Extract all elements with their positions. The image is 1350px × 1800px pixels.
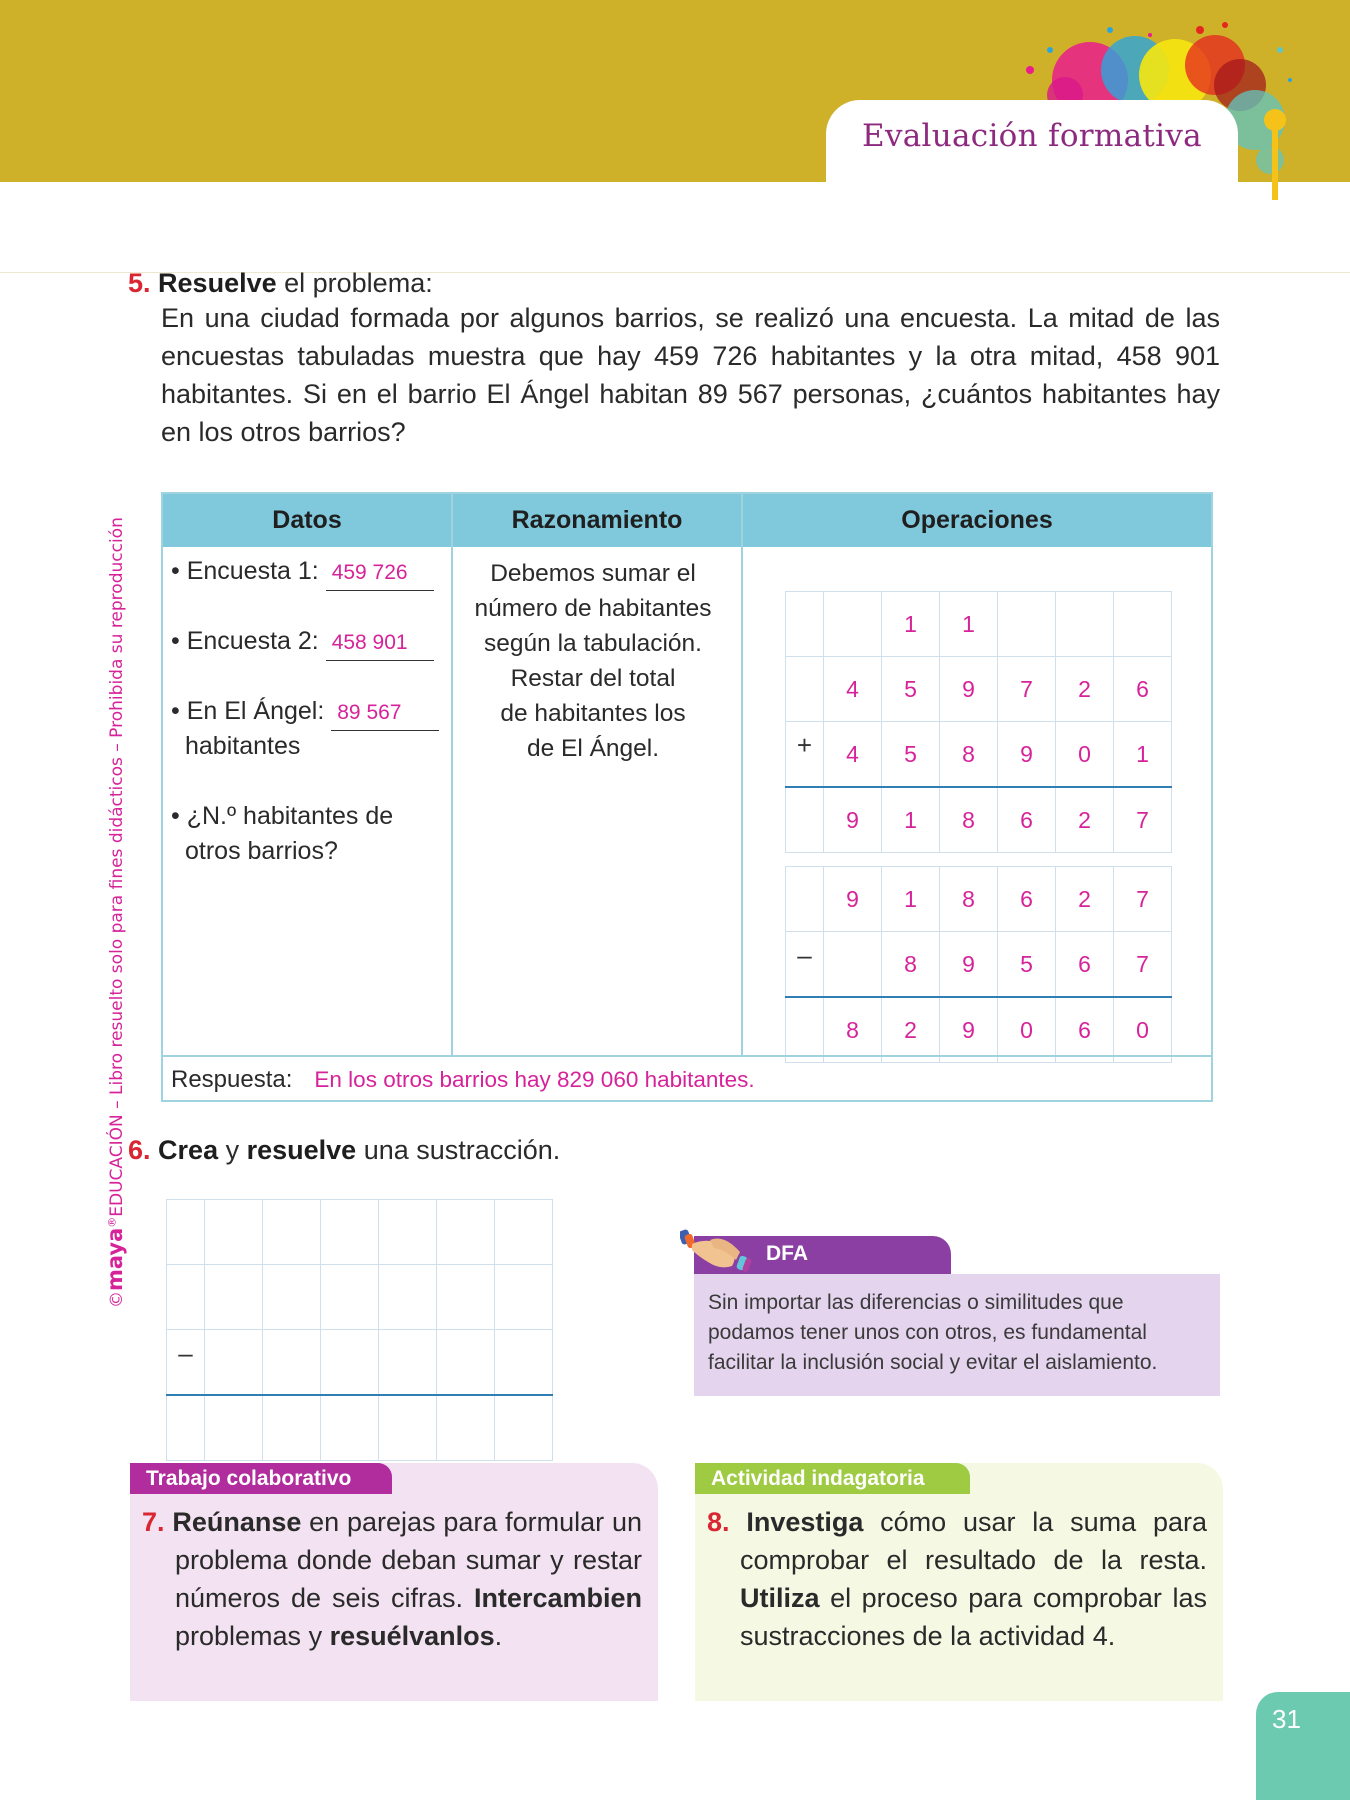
handshake-icon <box>680 1226 760 1276</box>
grid-cell: 6 <box>1056 997 1114 1063</box>
grid-cell: 8 <box>824 997 882 1063</box>
answer-value[interactable]: En los otros barrios hay 829 060 habitantes. <box>314 1067 755 1092</box>
grid-cell: 5 <box>998 932 1056 998</box>
grid-cell <box>786 867 824 932</box>
question-number: 8. <box>707 1507 730 1537</box>
grid-cell[interactable] <box>167 1395 205 1461</box>
grid-cell[interactable] <box>263 1265 321 1330</box>
grid-cell: 1 <box>882 787 940 853</box>
grid-cell[interactable] <box>437 1395 495 1461</box>
question-8 <box>707 1503 1207 1655</box>
question-text: problemas y <box>175 1621 330 1651</box>
grid-cell: 6 <box>998 867 1056 932</box>
grid-cell: 9 <box>940 997 998 1063</box>
problem-table <box>161 492 1213 1102</box>
grid-cell: 0 <box>1056 722 1114 788</box>
dato-value-field[interactable]: 459 726 <box>326 555 434 591</box>
collaborative-work-tab: Trabajo colaborativo <box>130 1463 392 1494</box>
column-header-datos: Datos <box>163 494 451 547</box>
grid-cell[interactable] <box>495 1265 553 1330</box>
dato-encuesta-2 <box>171 624 434 661</box>
grid-cell[interactable] <box>495 1330 553 1396</box>
grid-cell: 0 <box>998 997 1056 1063</box>
grid-cell: 8 <box>940 722 998 788</box>
dfa-label: DFA <box>766 1242 808 1265</box>
grid-cell[interactable] <box>205 1200 263 1265</box>
grid-cell[interactable] <box>379 1200 437 1265</box>
grid-cell: 7 <box>1114 932 1172 998</box>
grid-cell[interactable] <box>437 1330 495 1396</box>
razonamiento-line: Restar del total <box>510 665 676 692</box>
grid-cell[interactable] <box>437 1200 495 1265</box>
brand-logo: maya <box>103 1227 127 1291</box>
registered-symbol: ® <box>105 1216 119 1228</box>
grid-cell: 9 <box>998 722 1056 788</box>
column-header-operaciones: Operaciones <box>743 494 1211 547</box>
grid-cell: 7 <box>1114 867 1172 932</box>
grid-cell[interactable] <box>321 1265 379 1330</box>
grid-cell: 1 <box>940 592 998 657</box>
razonamiento-line: número de habitantes <box>474 595 712 622</box>
grid-cell <box>786 787 824 853</box>
grid-cell[interactable] <box>167 1200 205 1265</box>
question-verb: Investiga <box>746 1507 864 1537</box>
question-text: en parejas para formular un problema donde deban sumar y restar números de seis cifras. <box>175 1507 642 1613</box>
grid-cell: 9 <box>824 867 882 932</box>
dato-label: • Encuesta 2: <box>171 627 319 655</box>
question-verb: Utiliza <box>740 1583 820 1613</box>
answer-row <box>171 1066 755 1094</box>
page-number: 31 <box>1272 1704 1301 1734</box>
grid-cell <box>786 592 824 657</box>
grid-cell: 2 <box>1056 867 1114 932</box>
minuend-row <box>786 867 1172 932</box>
dfa-text: Sin importar las diferencias o similitudes que podamos tener unos con otros, es fundamental facilitar la inclusión social y evitar el aislamiento. <box>708 1291 1158 1374</box>
grid-cell: 1 <box>882 867 940 932</box>
page-number-tab <box>1256 1692 1350 1800</box>
dato-el-angel <box>171 694 439 731</box>
grid-cell <box>1056 592 1114 657</box>
question-heading-text: el problema: <box>276 268 433 298</box>
plus-operator: + <box>786 722 824 788</box>
dato-sublabel: otros barrios? <box>185 837 338 865</box>
razonamiento-line: de habitantes los <box>500 700 686 727</box>
dato-sublabel: habitantes <box>185 732 301 760</box>
grid-cell[interactable] <box>495 1200 553 1265</box>
column-header-razonamiento: Razonamiento <box>453 494 741 547</box>
question-verb: resuélvanlos <box>329 1621 495 1651</box>
grid-cell[interactable] <box>321 1200 379 1265</box>
question-7 <box>142 1503 642 1655</box>
result-row <box>786 997 1172 1063</box>
grid-cell: 8 <box>882 932 940 998</box>
grid-cell <box>786 657 824 722</box>
dato-label: • En El Ángel: <box>171 697 325 725</box>
razonamiento-line: de El Ángel. <box>526 735 660 762</box>
grid-cell: 8 <box>940 867 998 932</box>
dato-question: • ¿N.º habitantes de <box>171 802 394 830</box>
question-verb: Reúnanse <box>172 1507 302 1537</box>
grid-cell: 1 <box>882 592 940 657</box>
column-divider <box>741 494 743 1055</box>
question-text: y <box>218 1135 247 1165</box>
question-text: el proceso para comprobar las sustracciones de la actividad 4. <box>740 1583 1207 1651</box>
grid-cell[interactable] <box>167 1265 205 1330</box>
grid-cell <box>998 592 1056 657</box>
question-5-body: En una ciudad formada por algunos barrios, se realizó una encuesta. La mitad de las encuestas tabuladas muestra que hay 459 726 habitantes y la otra mitad, 458 901 habitantes. Si en el barrio El Ángel habitan 89 567 personas, ¿cuántos habitantes hay en los otros barrios? <box>161 303 1220 447</box>
grid-cell <box>824 592 882 657</box>
grid-cell[interactable] <box>437 1265 495 1330</box>
question-5 <box>128 268 1220 451</box>
grid-cell[interactable] <box>379 1395 437 1461</box>
grid-cell: 0 <box>1114 997 1172 1063</box>
grid-cell: 6 <box>1056 932 1114 998</box>
grid-cell: 4 <box>824 722 882 788</box>
grid-cell: 7 <box>1114 787 1172 853</box>
grid-cell: 8 <box>940 787 998 853</box>
grid-cell[interactable] <box>263 1395 321 1461</box>
grid-cell[interactable] <box>205 1265 263 1330</box>
question-6 <box>128 1135 560 1166</box>
subtraction-grid <box>785 866 1172 1063</box>
question-verb: Intercambien <box>473 1583 642 1613</box>
addend-row <box>786 657 1172 722</box>
dato-label: • Encuesta 1: <box>171 557 319 585</box>
answer-divider <box>163 1055 1211 1057</box>
subtrahend-row <box>786 932 1172 998</box>
minus-operator: – <box>167 1330 205 1396</box>
grid-cell <box>786 997 824 1063</box>
grid-cell: 9 <box>940 657 998 722</box>
grid-cell[interactable] <box>379 1265 437 1330</box>
grid-cell: 5 <box>882 657 940 722</box>
grid-cell[interactable] <box>495 1395 553 1461</box>
grid-cell: 9 <box>824 787 882 853</box>
question-text: cómo usar la suma para comprobar el resultado de la resta. <box>740 1507 1207 1575</box>
dato-value-field[interactable]: 89 567 <box>331 695 439 731</box>
grid-cell[interactable] <box>263 1200 321 1265</box>
dfa-box <box>694 1236 1220 1396</box>
dato-value-field[interactable]: 458 901 <box>326 625 434 661</box>
grid-cell[interactable] <box>321 1395 379 1461</box>
grid-cell: 6 <box>1114 657 1172 722</box>
minus-operator: – <box>786 932 824 998</box>
addition-grid <box>785 591 1172 853</box>
grid-cell[interactable] <box>379 1330 437 1396</box>
grid-cell: 1 <box>1114 722 1172 788</box>
grid-cell[interactable] <box>321 1330 379 1396</box>
razonamiento-line: según la tabulación. <box>484 630 702 657</box>
copyright-text: EDUCACIÓN – Libro resuelto solo para fines didácticos – Prohibida su reproducción <box>107 517 127 1217</box>
question-number: 5. <box>128 268 151 298</box>
section-title-tab <box>826 100 1238 220</box>
grid-cell[interactable] <box>263 1330 321 1396</box>
grid-cell: 2 <box>882 997 940 1063</box>
question-text: . <box>494 1621 503 1651</box>
grid-cell: 6 <box>998 787 1056 853</box>
question-verb: Resuelve <box>158 268 277 298</box>
grid-cell <box>824 932 882 998</box>
result-row <box>786 787 1172 853</box>
question-verb: Crea <box>158 1135 219 1165</box>
grid-cell: 2 <box>1056 657 1114 722</box>
grid-cell <box>1114 592 1172 657</box>
razonamiento-line: Debemos sumar el <box>490 560 696 587</box>
dato-encuesta-1 <box>171 554 434 591</box>
addend-row <box>786 722 1172 788</box>
inquiry-activity-box <box>695 1463 1223 1701</box>
carry-row <box>786 592 1172 657</box>
question-number: 6. <box>128 1135 151 1165</box>
section-title: Evaluación formativa <box>862 118 1202 154</box>
collaborative-work-box <box>130 1463 658 1701</box>
question-number: 7. <box>142 1507 165 1537</box>
answer-label: Respuesta: <box>171 1066 293 1093</box>
grid-cell[interactable] <box>205 1395 263 1461</box>
copyright-symbol: © <box>107 1291 127 1308</box>
razonamiento-column <box>448 556 738 766</box>
grid-cell: 5 <box>882 722 940 788</box>
question-verb: resuelve <box>246 1135 357 1165</box>
copyright-side-note <box>103 517 127 1308</box>
grid-cell: 9 <box>940 932 998 998</box>
grid-cell[interactable] <box>205 1330 263 1396</box>
grid-cell: 4 <box>824 657 882 722</box>
inquiry-activity-tab: Actividad indagatoria <box>695 1463 970 1494</box>
grid-cell: 7 <box>998 657 1056 722</box>
grid-cell: 2 <box>1056 787 1114 853</box>
empty-subtraction-grid <box>166 1199 553 1461</box>
question-text: una sustracción. <box>356 1135 561 1165</box>
question-5-heading <box>128 268 1220 299</box>
